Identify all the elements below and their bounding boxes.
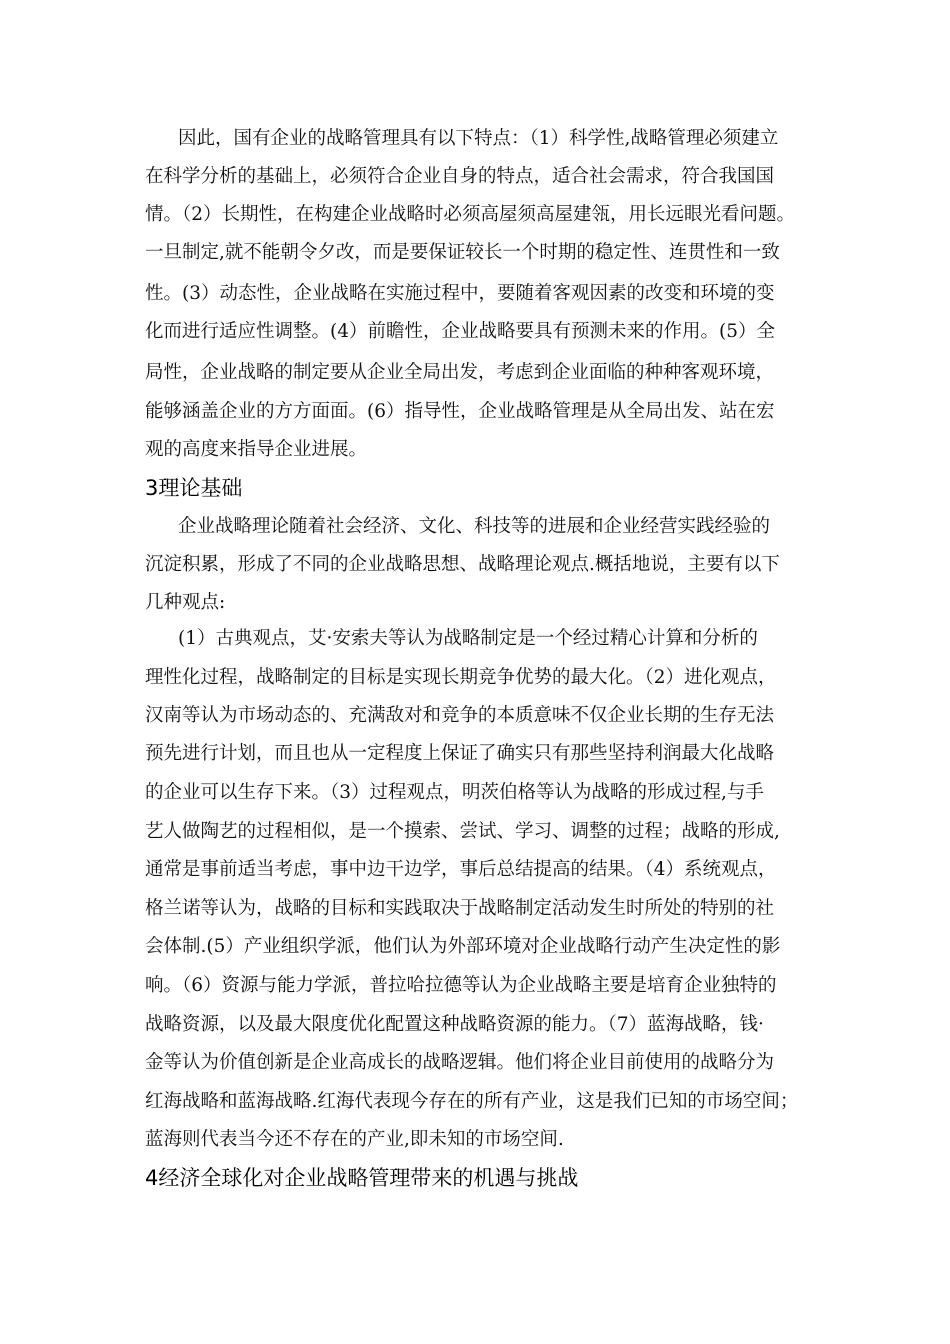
text-line: 因此，国有企业的战略管理具有以下特点：（1）科学性,战略管理必须建立	[178, 128, 779, 149]
section-heading-globalization: 4经济全球化对企业战略管理带来的机遇与挑战	[145, 1166, 579, 1190]
text-line: 战略资源，以及最大限度优化配置这种战略资源的能力。（7）蓝海战略，钱·	[145, 1014, 764, 1035]
text-line: 蓝海则代表当今还不存在的产业,即未知的市场空间.	[145, 1129, 564, 1150]
text-line: 红海战略和蓝海战略.红海代表现今存在的所有产业，这是我们已知的市场空间；	[145, 1091, 799, 1112]
text-line: 企业战略理论随着社会经济、文化、科技等的进展和企业经营实践经验的	[178, 516, 771, 537]
text-line: 汉南等认为市场动态的、充满敌对和竞争的本质意味不仅企业长期的生存无法	[145, 705, 775, 726]
text-line: 性。(3）动态性，企业战略在实施过程中，要随着客观因素的改变和环境的变	[145, 283, 775, 304]
text-line: 会体制.(5）产业组织学派，他们认为外部环境对企业战略行动产生决定性的影	[145, 936, 781, 957]
text-line: (1）古典观点，艾·安索夫等认为战略制定是一个经过精心计算和分析的	[178, 628, 758, 649]
text-line: 的企业可以生存下来。（3）过程观点，明茨伯格等认为战略的形成过程,与手	[145, 782, 764, 803]
text-line: 通常是事前适当考虑，事中边干边学，事后总结提高的结果。（4）系统观点，	[145, 859, 777, 880]
text-line: 在科学分析的基础上，必须符合企业自身的特点，适合社会需求，符合我国国	[145, 166, 775, 187]
text-line: 观的高度来指导企业进展。	[145, 439, 368, 460]
text-line: 化而进行适应性调整。(4）前瞻性，企业战略要具有预测未来的作用。(5）全	[145, 321, 775, 342]
section-heading-theory: 3理论基础	[145, 476, 243, 500]
text-line: 金等认为价值创新是企业高成长的战略逻辑。他们将企业目前使用的战略分为	[145, 1052, 775, 1073]
text-line: 预先进行计划，而且也从一定程度上保证了确实只有那些坚持利润最大化战略	[145, 743, 775, 764]
text-line: 沉淀积累，形成了不同的企业战略思想、战略理论观点.概括地说，主要有以下	[145, 554, 780, 575]
text-line: 一旦制定,就不能朝令夕改，而是要保证较长一个时期的稳定性、连贯性和一致	[145, 242, 780, 263]
text-line: 响。（6）资源与能力学派，普拉哈拉德等认为企业战略主要是培育企业独特的	[145, 975, 777, 996]
text-line: 局性，企业战略的制定要从企业全局出发，考虑到企业面临的种种客观环境，	[145, 362, 775, 383]
text-line: 艺人做陶艺的过程相似，是一个摸索、尝试、学习、调整的过程；战略的形成,	[145, 821, 780, 842]
text-line: 情。（2）长期性，在构建企业战略时必须高屋须高屋建瓴，用长远眼光看问题。	[145, 204, 796, 225]
text-line: 几种观点:	[145, 592, 226, 613]
text-line: 理性化过程，战略制定的目标是实现长期竞争优势的最大化。（2）进化观点，	[145, 667, 777, 688]
text-line: 格兰诺等认为，战略的目标和实践取决于战略制定活动发生时所处的特别的社	[145, 898, 775, 919]
text-line: 能够涵盖企业的方方面面。(6）指导性，企业战略管理是从全局出发、站在宏	[145, 401, 775, 422]
